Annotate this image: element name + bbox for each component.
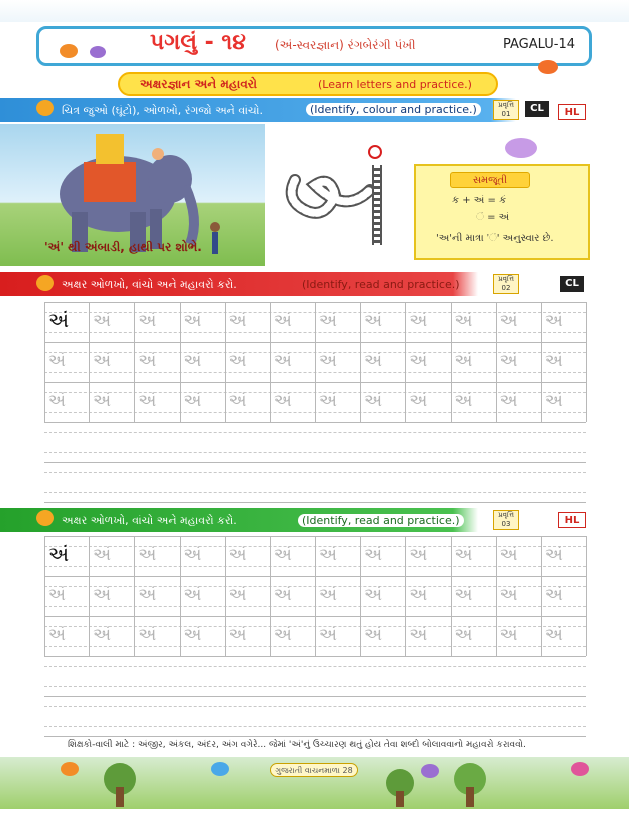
trace-letter[interactable]: અં: [499, 391, 518, 411]
trace-letter[interactable]: અં: [273, 585, 292, 605]
practice-grid-2: [44, 302, 586, 498]
grid-column-line: [541, 536, 542, 656]
grid-column-line: [315, 302, 316, 422]
grid-guide-line: [44, 686, 586, 687]
trace-letter[interactable]: અં: [544, 351, 563, 371]
trace-letter[interactable]: અં: [138, 625, 157, 645]
model-letter: અં: [48, 308, 70, 332]
grid-column-line: [496, 536, 497, 656]
trace-letter[interactable]: અં: [93, 391, 112, 411]
trace-letter[interactable]: અં: [409, 351, 428, 371]
activity-number: પ્રવૃત્તિ 03: [493, 510, 519, 530]
grid-column-line: [270, 536, 271, 656]
grid-column-line: [360, 302, 361, 422]
explanation-heading: સમજૂતી: [450, 172, 530, 188]
trace-letter[interactable]: અં: [48, 351, 66, 371]
trace-letter[interactable]: અં: [228, 391, 247, 411]
grid-column-line: [134, 302, 135, 422]
trace-letter[interactable]: અં: [138, 391, 157, 411]
trace-letter[interactable]: અં: [273, 351, 292, 371]
trace-letter[interactable]: અં: [319, 585, 337, 605]
trace-letter[interactable]: અં: [138, 311, 157, 331]
grid-column-line: [451, 302, 452, 422]
page-title: પગલું - ૧૪: [150, 30, 246, 55]
trace-letter[interactable]: અં: [544, 625, 563, 645]
trace-letter[interactable]: અં: [409, 585, 428, 605]
bird-icon: [538, 60, 558, 74]
grid-line: [44, 502, 586, 503]
trace-letter[interactable]: અં: [454, 311, 473, 331]
grid-column-line: [541, 302, 542, 422]
grid-column-line: [180, 536, 181, 656]
teacher-note: શિક્ષકો-વાલી માટે : અંજીર, અંકલ, અંદર, અંગ વગેરે... જેમાં 'અં'નું ઉચ્ચારણ થતું હોય તેવા શબ્દો બોલાવવાનો મહાવરો કરાવવો.: [68, 740, 526, 750]
bird-icon: [36, 100, 54, 116]
grid-guide-line: [44, 726, 586, 727]
trace-letter[interactable]: અં: [544, 545, 563, 565]
trace-letter[interactable]: અં: [499, 545, 518, 565]
badge-hl: HL: [558, 104, 586, 120]
bird-icon: [90, 46, 106, 58]
trace-letter[interactable]: અં: [319, 311, 337, 331]
activity-2-instruction: અક્ષર ઓળખો, વાંચો અને મહાવરો કરો.: [62, 278, 237, 291]
trace-letter[interactable]: અં: [273, 625, 292, 645]
section-title-en: (Learn letters and practice.): [318, 78, 472, 91]
grid-column-line: [451, 536, 452, 656]
grid-column-line: [315, 536, 316, 656]
trace-letter[interactable]: અં: [183, 625, 202, 645]
trace-letter[interactable]: અં: [228, 625, 247, 645]
activity-number: પ્રવૃત્તિ 02: [493, 274, 519, 294]
trace-letter[interactable]: અં: [183, 311, 202, 331]
activity-1-instruction-en: (Identify, colour and practice.): [306, 103, 481, 116]
grid-guide-line: [44, 706, 586, 707]
explanation-line: 'અ'ની માત્રા 'ં' અનુસ્વાર છે.: [436, 233, 554, 244]
trace-letter[interactable]: અં: [499, 625, 518, 645]
grid-column-line: [586, 302, 587, 422]
trace-letter[interactable]: અં: [48, 391, 66, 411]
badge-hl: HL: [558, 512, 586, 528]
top-band: [0, 0, 629, 22]
trace-letter[interactable]: અં: [228, 545, 247, 565]
activity-1-instruction: ચિત્ર જુઓ (ઘૂંટો), ઓળખો, રંગજો અને વાંચો.: [62, 104, 263, 117]
grid-column-line: [405, 536, 406, 656]
trace-letter[interactable]: અં: [409, 311, 428, 331]
trace-letter[interactable]: અં: [183, 545, 202, 565]
trace-letter[interactable]: અં: [409, 545, 428, 565]
activity-3-instruction-en: (Identify, read and practice.): [298, 514, 464, 527]
grid-column-line: [44, 302, 45, 422]
grid-line: [44, 656, 586, 657]
activity-2-instruction-en: (Identify, read and practice.): [302, 278, 460, 291]
activity-3-instruction: અક્ષર ઓળખો, વાંચો અને મહાવરો કરો.: [62, 514, 237, 527]
trace-letter[interactable]: અં: [273, 391, 292, 411]
trace-letter[interactable]: અં: [228, 585, 247, 605]
grid-guide-line: [44, 432, 586, 433]
bird-icon: [36, 275, 54, 291]
trace-letter[interactable]: અં: [454, 391, 473, 411]
grid-line: [44, 462, 586, 463]
trace-letter[interactable]: અં: [454, 585, 473, 605]
explanation-line: ં = અં: [476, 212, 510, 223]
trace-letter[interactable]: અં: [454, 625, 473, 645]
trace-letter[interactable]: અં: [93, 351, 112, 371]
grid-column-line: [225, 302, 226, 422]
trace-letter[interactable]: અં: [544, 585, 563, 605]
grid-column-line: [134, 536, 135, 656]
trace-letter[interactable]: અં: [364, 585, 383, 605]
grid-column-line: [586, 536, 587, 656]
grid-guide-line: [44, 472, 586, 473]
section-title: અક્ષરજ્ઞાન અને મહાવરો: [140, 77, 258, 91]
trace-letter[interactable]: અં: [183, 351, 202, 371]
trace-letter[interactable]: અં: [409, 625, 428, 645]
trace-letter[interactable]: અં: [48, 625, 66, 645]
grid-column-line: [89, 536, 90, 656]
page-number: ગુજરાતી વાચનમાળા 28: [270, 763, 358, 777]
grid-column-line: [225, 536, 226, 656]
bird-icon: [60, 44, 78, 58]
grid-guide-line: [44, 492, 586, 493]
trace-letter[interactable]: અં: [183, 585, 202, 605]
trace-letter[interactable]: અં: [319, 351, 337, 371]
grid-line: [44, 696, 586, 697]
trace-letter[interactable]: અં: [499, 585, 518, 605]
trace-letter[interactable]: અં: [409, 391, 428, 411]
bird-icon: [505, 138, 537, 158]
trace-letter[interactable]: અં: [454, 545, 473, 565]
trace-letter[interactable]: અં: [228, 351, 247, 371]
grid-guide-line: [44, 666, 586, 667]
trace-letter[interactable]: અં: [364, 625, 383, 645]
grid-column-line: [44, 536, 45, 656]
grid-column-line: [496, 302, 497, 422]
grid-column-line: [270, 302, 271, 422]
model-letter: અં: [48, 542, 70, 566]
trace-letter[interactable]: અં: [183, 391, 202, 411]
trace-letter[interactable]: અં: [228, 311, 247, 331]
scene-caption: 'અં' થી અંબાડી, હાથી પર શોભે.: [44, 240, 202, 254]
badge-cl: CL: [560, 276, 584, 292]
trace-letter[interactable]: અં: [364, 351, 383, 371]
grid-line: [44, 422, 586, 423]
trace-letter[interactable]: અં: [544, 311, 563, 331]
explanation-line: ક + અં = કં: [452, 195, 507, 206]
trace-letter[interactable]: અં: [138, 351, 157, 371]
trace-letter[interactable]: અં: [364, 391, 383, 411]
big-letter-trace: [275, 140, 385, 250]
grid-column-line: [180, 302, 181, 422]
grid-column-line: [360, 536, 361, 656]
trace-letter[interactable]: અં: [364, 311, 383, 331]
practice-grid-3: [44, 536, 586, 732]
grid-column-line: [89, 302, 90, 422]
trace-letter[interactable]: અં: [138, 545, 157, 565]
trace-letter[interactable]: અં: [93, 311, 112, 331]
trace-letter[interactable]: અં: [499, 311, 518, 331]
badge-cl: CL: [525, 101, 549, 117]
trace-letter[interactable]: અં: [319, 625, 337, 645]
trace-letter[interactable]: અં: [138, 585, 157, 605]
trace-letter[interactable]: અં: [93, 545, 112, 565]
page-subtitle: (અં-સ્વરજ્ઞાન) રંગબેરંગી પંખી: [275, 38, 416, 52]
trace-letter[interactable]: અં: [93, 625, 112, 645]
page-code: PAGALU-14: [503, 37, 575, 52]
trace-letter[interactable]: અં: [273, 545, 292, 565]
trace-letter[interactable]: અં: [319, 545, 337, 565]
trace-letter[interactable]: અં: [273, 311, 292, 331]
grid-column-line: [405, 302, 406, 422]
grid-line: [44, 736, 586, 737]
activity-number: પ્રવૃત્તિ 01: [493, 100, 519, 120]
grid-guide-line: [44, 452, 586, 453]
trace-letter[interactable]: અં: [454, 351, 473, 371]
trace-letter[interactable]: અં: [499, 351, 518, 371]
trace-letter[interactable]: અં: [544, 391, 563, 411]
trace-letter[interactable]: અં: [48, 585, 66, 605]
bird-icon: [36, 510, 54, 526]
trace-letter[interactable]: અં: [319, 391, 337, 411]
trace-letter[interactable]: અં: [93, 585, 112, 605]
trace-letter[interactable]: અં: [364, 545, 383, 565]
